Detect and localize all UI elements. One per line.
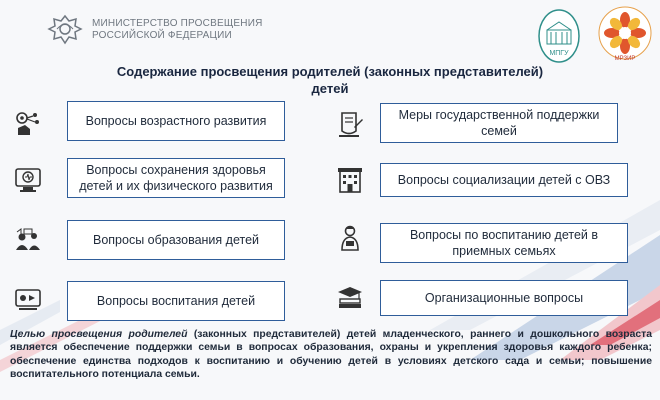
mpgu-logo	[537, 8, 581, 64]
mpgu-logo-text: МПГУ	[549, 50, 569, 57]
video-lesson-icon	[13, 285, 43, 315]
building-icon	[335, 165, 365, 195]
topic-age-development: Вопросы возрастного развития	[67, 101, 285, 141]
goal-lead: Целью просвещения родителей	[10, 329, 188, 340]
institute-logo-text: МРЗИР	[614, 56, 636, 62]
ministry-name	[92, 18, 263, 42]
page-title-line-1: Содержание просвещения родителей (законных представителей)	[116, 64, 544, 79]
graduation-books-icon	[335, 283, 365, 313]
topic-state-family-support: Меры государственной поддержки семей	[380, 103, 618, 143]
health-monitor-icon	[13, 165, 43, 195]
gear-hand-icon	[13, 109, 43, 139]
education-group-icon	[13, 226, 43, 256]
ministry-line-1: МИНИСТЕРСТВО ПРОСВЕЩЕНИЯ	[92, 18, 263, 29]
teacher-icon	[335, 223, 365, 253]
topic-children-education: Вопросы образования детей	[67, 220, 285, 260]
page-title	[60, 63, 600, 97]
page-title-line-2: детей	[311, 81, 349, 96]
topic-health-physical-development: Вопросы сохранения здоровья детей и их физического развития	[67, 158, 285, 198]
certificate-icon	[335, 110, 365, 140]
ministry-emblem-icon	[45, 12, 85, 48]
ministry-line-2: РОССИЙСКОЙ ФЕДЕРАЦИИ	[92, 30, 232, 41]
topic-socialization-disabled-children: Вопросы социализации детей с ОВЗ	[380, 163, 628, 197]
topic-foster-family-upbringing: Вопросы по воспитанию детей в приемных семьях	[380, 223, 628, 263]
topic-organizational-issues: Организационные вопросы	[380, 280, 628, 316]
topic-child-upbringing: Вопросы воспитания детей	[67, 281, 285, 321]
goal-body: (законных представителей) детей младенческого, раннего и дошкольного возраста является обеспечение поддержки семьи в вопросах образования, охраны и укрепления здоровья каждого ребенка; обеспечение единства подходов к воспитанию и обучению детей в условиях детского сада и семьи; повышение воспитательного потенциала семьи.	[10, 329, 652, 381]
goal-paragraph	[10, 328, 652, 382]
institute-logo	[596, 6, 654, 64]
